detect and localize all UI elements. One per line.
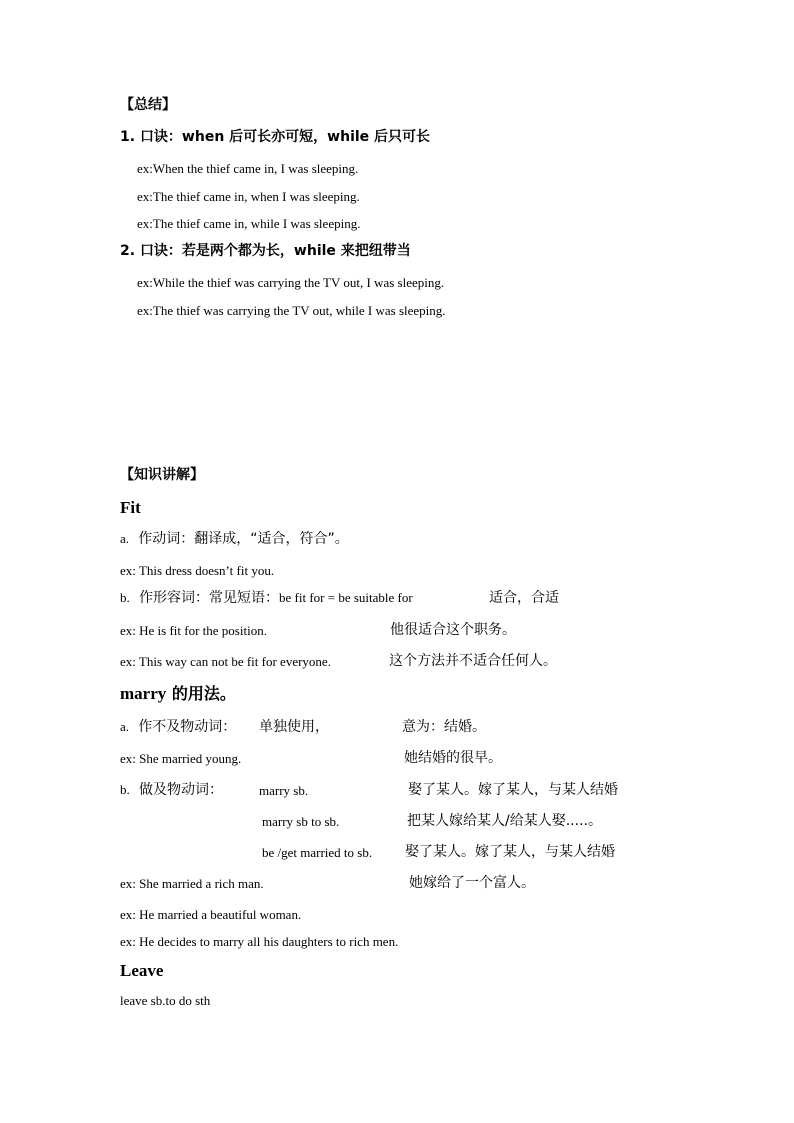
marry-title-en: marry: [120, 684, 167, 703]
fit-a-label: a.: [120, 531, 130, 546]
marry-usage-1-phrase: marry sb.: [259, 783, 309, 798]
marry-item-b: [120, 783, 223, 797]
marry-b-text: 做及物动词：: [139, 782, 223, 798]
marry-title: [120, 685, 236, 702]
marry-example-1-cn: 她结婚的很早。: [404, 750, 502, 766]
summary-heading: 【总结】: [120, 97, 176, 113]
fit-b-label: b.: [120, 590, 130, 605]
fit-example-3-en: ex: This way can not be fit for everyone.: [120, 654, 331, 669]
fit-example-2-cn: 他很适合这个职务。: [390, 622, 516, 638]
fit-b-phrase: be fit for = be suitable for: [279, 590, 413, 605]
marry-usage-1-meaning: 娶了某人。嫁了某人，与某人结婚: [408, 782, 618, 798]
rule-2-example-2: ex:The thief was carrying the TV out, while I was sleeping.: [137, 303, 446, 318]
leave-title: Leave: [120, 961, 164, 980]
marry-a-meaning: 意为：结婚。: [402, 719, 486, 735]
rule-1-example-3: ex:The thief came in, while I was sleeping.: [137, 216, 361, 231]
marry-usage-3-phrase: be /get married to sb.: [262, 845, 373, 860]
marry-usage-3-meaning: 娶了某人。嫁了某人，与某人结婚: [405, 844, 615, 860]
rule-1-number: 1.: [120, 129, 136, 145]
rule-2-example-1: ex:While the thief was carrying the TV out, I was sleeping.: [137, 275, 445, 290]
knowledge-heading: 【知识讲解】: [120, 467, 204, 483]
summary-rule-1: [120, 130, 430, 144]
rule-2-number: 2.: [120, 243, 136, 259]
leave-phrase: leave sb.to do sth: [120, 993, 211, 1008]
marry-b-label: b.: [120, 782, 130, 797]
rule-1-example-1: ex:When the thief came in, I was sleeping.: [137, 161, 359, 176]
marry-example-2-cn: 她嫁给了一个富人。: [409, 875, 535, 891]
fit-title: Fit: [120, 498, 141, 517]
marry-example-2-en: ex: She married a rich man.: [120, 876, 264, 891]
marry-usage-2-phrase: marry sb to sb.: [262, 814, 340, 829]
marry-title-cn: 的用法。: [166, 684, 236, 703]
marry-a-label: a.: [120, 719, 130, 734]
fit-example-1: ex: This dress doesn’t fit you.: [120, 563, 275, 578]
fit-item-a: [120, 532, 349, 546]
marry-example-1-en: ex: She married young.: [120, 751, 242, 766]
marry-a-usage: 单独使用，: [259, 719, 329, 735]
marry-example-3: ex: He married a beautiful woman.: [120, 907, 302, 922]
rule-1-example-2: ex:The thief came in, when I was sleeping.: [137, 189, 360, 204]
marry-usage-2-meaning: 把某人嫁给某人/给某人娶.....。: [407, 813, 602, 829]
summary-rule-2: [120, 244, 411, 258]
fit-item-b: [120, 591, 413, 605]
rule-2-text: 口诀：若是两个都为长，while 来把纽带当: [139, 243, 411, 259]
fit-example-3-cn: 这个方法并不适合任何人。: [389, 653, 557, 669]
fit-a-text: 作动词：翻译成，“适合，符合”。: [138, 531, 349, 547]
fit-b-cn: 作形容词：常见短语：: [139, 590, 279, 606]
marry-a-text: 作不及物动词：: [138, 719, 237, 735]
marry-example-4: ex: He decides to marry all his daughters to rich men.: [120, 934, 399, 949]
fit-b-meaning: 适合，合适: [489, 590, 559, 606]
marry-item-a: [120, 720, 236, 734]
rule-1-text: 口诀：when 后可长亦可短，while 后只可长: [139, 129, 431, 145]
fit-example-2-en: ex: He is fit for the position.: [120, 623, 267, 638]
